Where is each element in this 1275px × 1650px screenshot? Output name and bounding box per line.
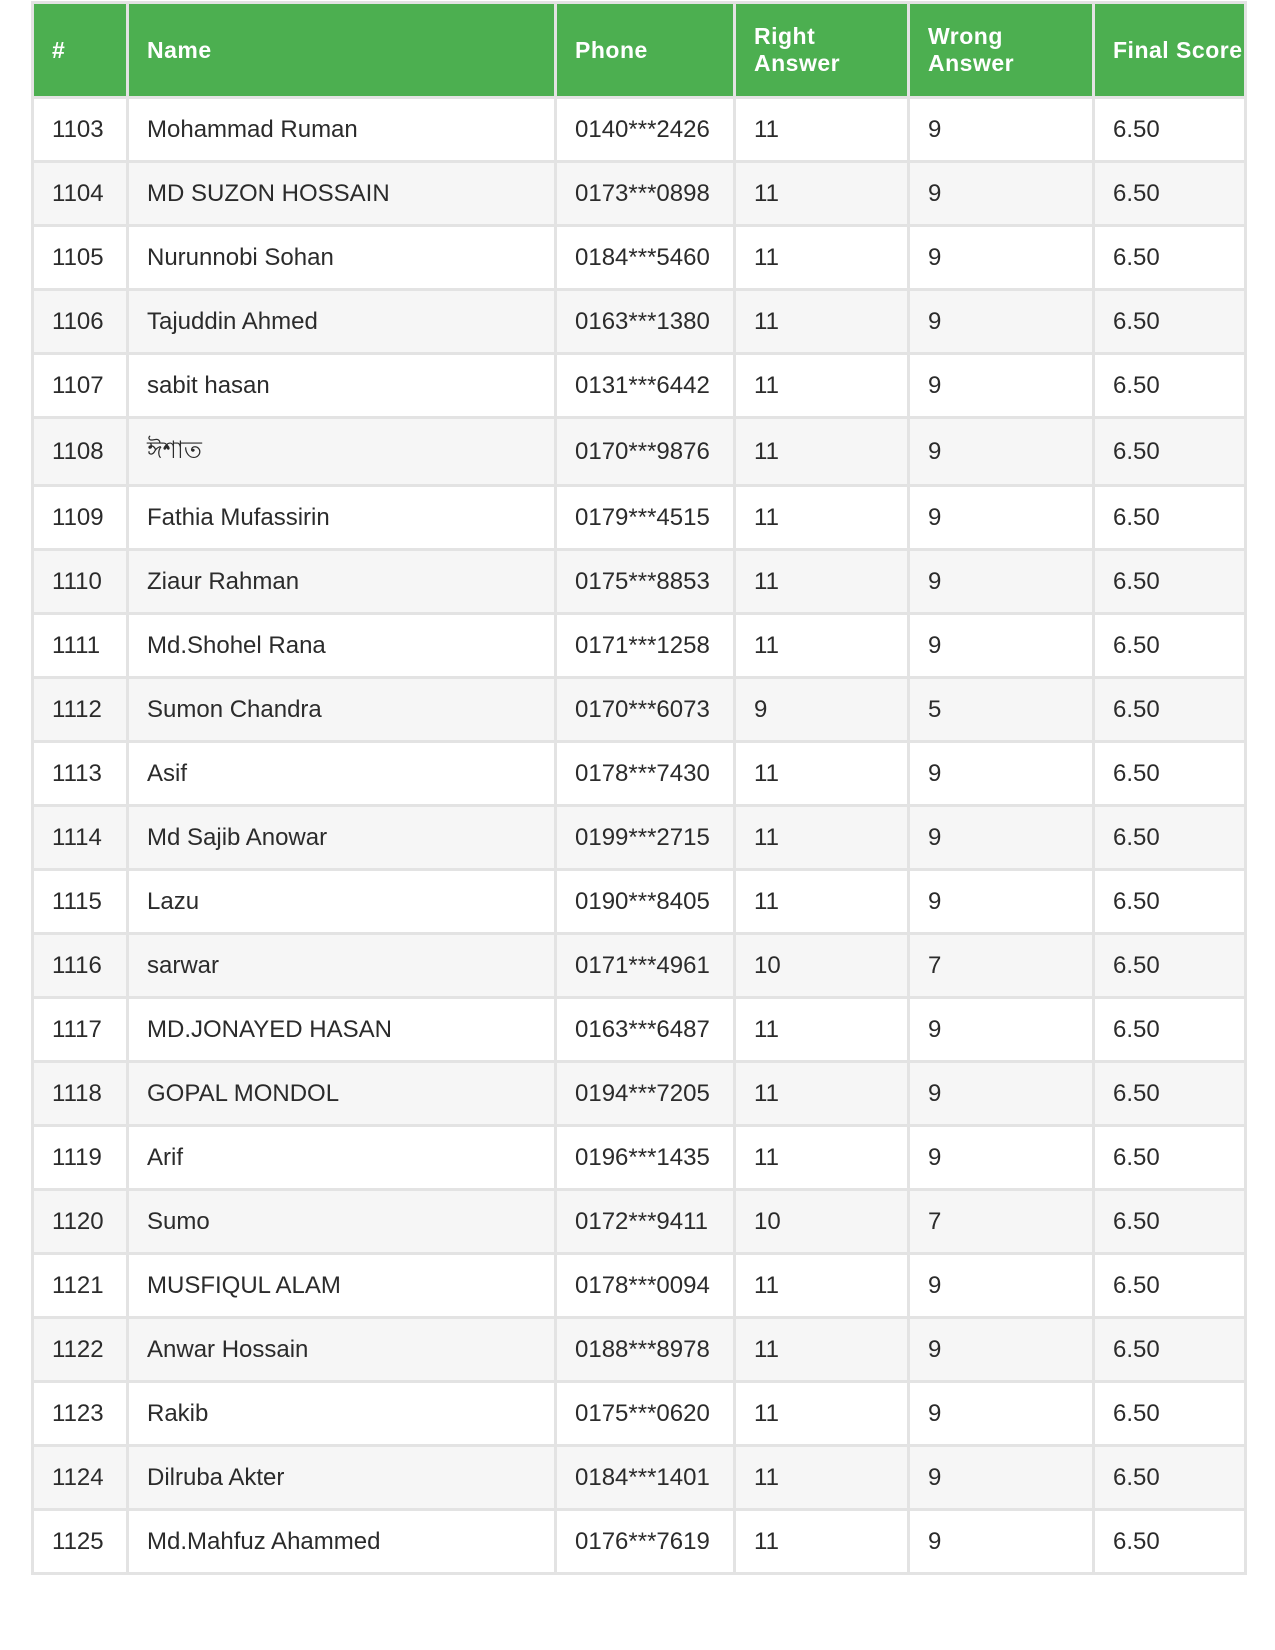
results-table	[31, 1, 1247, 1575]
cell-wrong-answer: 9	[909, 1382, 1094, 1446]
cell-name: ঈশাত	[128, 418, 556, 486]
cell-right-answer: 11	[735, 1446, 909, 1510]
cell-name: MD SUZON HOSSAIN	[128, 162, 556, 226]
cell-wrong-answer: 9	[909, 290, 1094, 354]
cell-number: 1109	[33, 486, 128, 550]
cell-name: sarwar	[128, 934, 556, 998]
table-row	[33, 998, 1246, 1062]
table-row	[33, 226, 1246, 290]
cell-number: 1118	[33, 1062, 128, 1126]
table-row	[33, 1190, 1246, 1254]
cell-final-score: 6.50	[1094, 998, 1246, 1062]
cell-phone: 0171***4961	[556, 934, 735, 998]
cell-name: Dilruba Akter	[128, 1446, 556, 1510]
cell-wrong-answer: 9	[909, 614, 1094, 678]
cell-phone: 0194***7205	[556, 1062, 735, 1126]
cell-number: 1110	[33, 550, 128, 614]
cell-name: Mohammad Ruman	[128, 98, 556, 162]
cell-name: Md.Mahfuz Ahammed	[128, 1510, 556, 1574]
cell-phone: 0175***0620	[556, 1382, 735, 1446]
column-header-number: #	[33, 3, 128, 98]
cell-number: 1115	[33, 870, 128, 934]
cell-phone: 0175***8853	[556, 550, 735, 614]
cell-right-answer: 11	[735, 1062, 909, 1126]
cell-number: 1112	[33, 678, 128, 742]
cell-number: 1103	[33, 98, 128, 162]
cell-wrong-answer: 9	[909, 1126, 1094, 1190]
cell-wrong-answer: 9	[909, 1062, 1094, 1126]
cell-right-answer: 11	[735, 290, 909, 354]
table-body	[33, 98, 1246, 1574]
cell-number: 1124	[33, 1446, 128, 1510]
cell-name: GOPAL MONDOL	[128, 1062, 556, 1126]
cell-final-score: 6.50	[1094, 290, 1246, 354]
cell-wrong-answer: 7	[909, 934, 1094, 998]
cell-name: Rakib	[128, 1382, 556, 1446]
cell-phone: 0140***2426	[556, 98, 735, 162]
cell-final-score: 6.50	[1094, 1510, 1246, 1574]
cell-number: 1123	[33, 1382, 128, 1446]
cell-number: 1117	[33, 998, 128, 1062]
cell-phone: 0184***5460	[556, 226, 735, 290]
cell-wrong-answer: 9	[909, 418, 1094, 486]
cell-right-answer: 11	[735, 1382, 909, 1446]
cell-number: 1114	[33, 806, 128, 870]
cell-name: Anwar Hossain	[128, 1318, 556, 1382]
cell-phone: 0131***6442	[556, 354, 735, 418]
cell-phone: 0178***7430	[556, 742, 735, 806]
table-row	[33, 870, 1246, 934]
cell-right-answer: 11	[735, 1126, 909, 1190]
cell-phone: 0163***6487	[556, 998, 735, 1062]
column-header-final-score: Final Score	[1094, 3, 1246, 98]
cell-phone: 0173***0898	[556, 162, 735, 226]
cell-right-answer: 11	[735, 1254, 909, 1318]
cell-right-answer: 11	[735, 614, 909, 678]
cell-final-score: 6.50	[1094, 486, 1246, 550]
cell-final-score: 6.50	[1094, 1318, 1246, 1382]
cell-phone: 0176***7619	[556, 1510, 735, 1574]
table-row	[33, 550, 1246, 614]
cell-wrong-answer: 9	[909, 870, 1094, 934]
cell-right-answer: 10	[735, 934, 909, 998]
cell-phone: 0170***6073	[556, 678, 735, 742]
cell-final-score: 6.50	[1094, 418, 1246, 486]
cell-wrong-answer: 9	[909, 1318, 1094, 1382]
cell-number: 1106	[33, 290, 128, 354]
cell-final-score: 6.50	[1094, 742, 1246, 806]
cell-phone: 0188***8978	[556, 1318, 735, 1382]
cell-phone: 0163***1380	[556, 290, 735, 354]
cell-number: 1111	[33, 614, 128, 678]
table-row	[33, 98, 1246, 162]
cell-phone: 0172***9411	[556, 1190, 735, 1254]
cell-phone: 0170***9876	[556, 418, 735, 486]
cell-right-answer: 9	[735, 678, 909, 742]
cell-final-score: 6.50	[1094, 1382, 1246, 1446]
cell-name: Arif	[128, 1126, 556, 1190]
cell-number: 1108	[33, 418, 128, 486]
cell-right-answer: 11	[735, 998, 909, 1062]
cell-number: 1120	[33, 1190, 128, 1254]
cell-right-answer: 11	[735, 1318, 909, 1382]
cell-wrong-answer: 9	[909, 1446, 1094, 1510]
cell-number: 1105	[33, 226, 128, 290]
cell-wrong-answer: 5	[909, 678, 1094, 742]
cell-wrong-answer: 9	[909, 806, 1094, 870]
cell-right-answer: 11	[735, 806, 909, 870]
cell-name: Lazu	[128, 870, 556, 934]
cell-right-answer: 11	[735, 418, 909, 486]
table-row	[33, 486, 1246, 550]
cell-number: 1121	[33, 1254, 128, 1318]
cell-right-answer: 10	[735, 1190, 909, 1254]
cell-wrong-answer: 9	[909, 998, 1094, 1062]
table-row	[33, 418, 1246, 486]
cell-final-score: 6.50	[1094, 1126, 1246, 1190]
cell-final-score: 6.50	[1094, 614, 1246, 678]
table-row	[33, 742, 1246, 806]
cell-name: Fathia Mufassirin	[128, 486, 556, 550]
cell-wrong-answer: 9	[909, 226, 1094, 290]
cell-wrong-answer: 9	[909, 1510, 1094, 1574]
cell-final-score: 6.50	[1094, 806, 1246, 870]
cell-right-answer: 11	[735, 550, 909, 614]
cell-wrong-answer: 9	[909, 486, 1094, 550]
cell-name: Md.Shohel Rana	[128, 614, 556, 678]
cell-wrong-answer: 9	[909, 162, 1094, 226]
cell-name: sabit hasan	[128, 354, 556, 418]
cell-phone: 0178***0094	[556, 1254, 735, 1318]
cell-right-answer: 11	[735, 162, 909, 226]
cell-name: Sumon Chandra	[128, 678, 556, 742]
column-header-right-answer: Right Answer	[735, 3, 909, 98]
cell-name: MUSFIQUL ALAM	[128, 1254, 556, 1318]
cell-name: Md Sajib Anowar	[128, 806, 556, 870]
cell-wrong-answer: 9	[909, 550, 1094, 614]
table-row	[33, 1126, 1246, 1190]
cell-final-score: 6.50	[1094, 678, 1246, 742]
cell-final-score: 6.50	[1094, 1190, 1246, 1254]
cell-phone: 0190***8405	[556, 870, 735, 934]
cell-right-answer: 11	[735, 486, 909, 550]
cell-final-score: 6.50	[1094, 226, 1246, 290]
cell-final-score: 6.50	[1094, 550, 1246, 614]
header-row	[33, 3, 1246, 98]
cell-right-answer: 11	[735, 98, 909, 162]
table-row	[33, 806, 1246, 870]
cell-name: Sumo	[128, 1190, 556, 1254]
cell-final-score: 6.50	[1094, 1446, 1246, 1510]
cell-final-score: 6.50	[1094, 1062, 1246, 1126]
cell-name: MD.JONAYED HASAN	[128, 998, 556, 1062]
cell-final-score: 6.50	[1094, 354, 1246, 418]
cell-wrong-answer: 9	[909, 98, 1094, 162]
cell-wrong-answer: 7	[909, 1190, 1094, 1254]
cell-final-score: 6.50	[1094, 934, 1246, 998]
table-row	[33, 354, 1246, 418]
cell-name: Nurunnobi Sohan	[128, 226, 556, 290]
table-row	[33, 1062, 1246, 1126]
cell-right-answer: 11	[735, 870, 909, 934]
table-row	[33, 1254, 1246, 1318]
table-row	[33, 290, 1246, 354]
cell-right-answer: 11	[735, 354, 909, 418]
column-header-phone: Phone	[556, 3, 735, 98]
table-row	[33, 614, 1246, 678]
cell-phone: 0184***1401	[556, 1446, 735, 1510]
cell-right-answer: 11	[735, 742, 909, 806]
cell-number: 1104	[33, 162, 128, 226]
cell-final-score: 6.50	[1094, 1254, 1246, 1318]
cell-right-answer: 11	[735, 226, 909, 290]
cell-final-score: 6.50	[1094, 98, 1246, 162]
cell-phone: 0171***1258	[556, 614, 735, 678]
table-row	[33, 678, 1246, 742]
cell-number: 1122	[33, 1318, 128, 1382]
cell-name: Tajuddin Ahmed	[128, 290, 556, 354]
table-row	[33, 1382, 1246, 1446]
cell-phone: 0196***1435	[556, 1126, 735, 1190]
table-row	[33, 162, 1246, 226]
cell-name: Ziaur Rahman	[128, 550, 556, 614]
cell-right-answer: 11	[735, 1510, 909, 1574]
cell-final-score: 6.50	[1094, 870, 1246, 934]
cell-name: Asif	[128, 742, 556, 806]
cell-phone: 0179***4515	[556, 486, 735, 550]
column-header-name: Name	[128, 3, 556, 98]
cell-wrong-answer: 9	[909, 1254, 1094, 1318]
cell-wrong-answer: 9	[909, 354, 1094, 418]
cell-number: 1116	[33, 934, 128, 998]
cell-phone: 0199***2715	[556, 806, 735, 870]
cell-number: 1125	[33, 1510, 128, 1574]
table-row	[33, 1510, 1246, 1574]
column-header-wrong-answer: Wrong Answer	[909, 3, 1094, 98]
cell-wrong-answer: 9	[909, 742, 1094, 806]
table-row	[33, 1446, 1246, 1510]
cell-number: 1113	[33, 742, 128, 806]
table-row	[33, 934, 1246, 998]
cell-number: 1119	[33, 1126, 128, 1190]
cell-number: 1107	[33, 354, 128, 418]
table-row	[33, 1318, 1246, 1382]
cell-final-score: 6.50	[1094, 162, 1246, 226]
